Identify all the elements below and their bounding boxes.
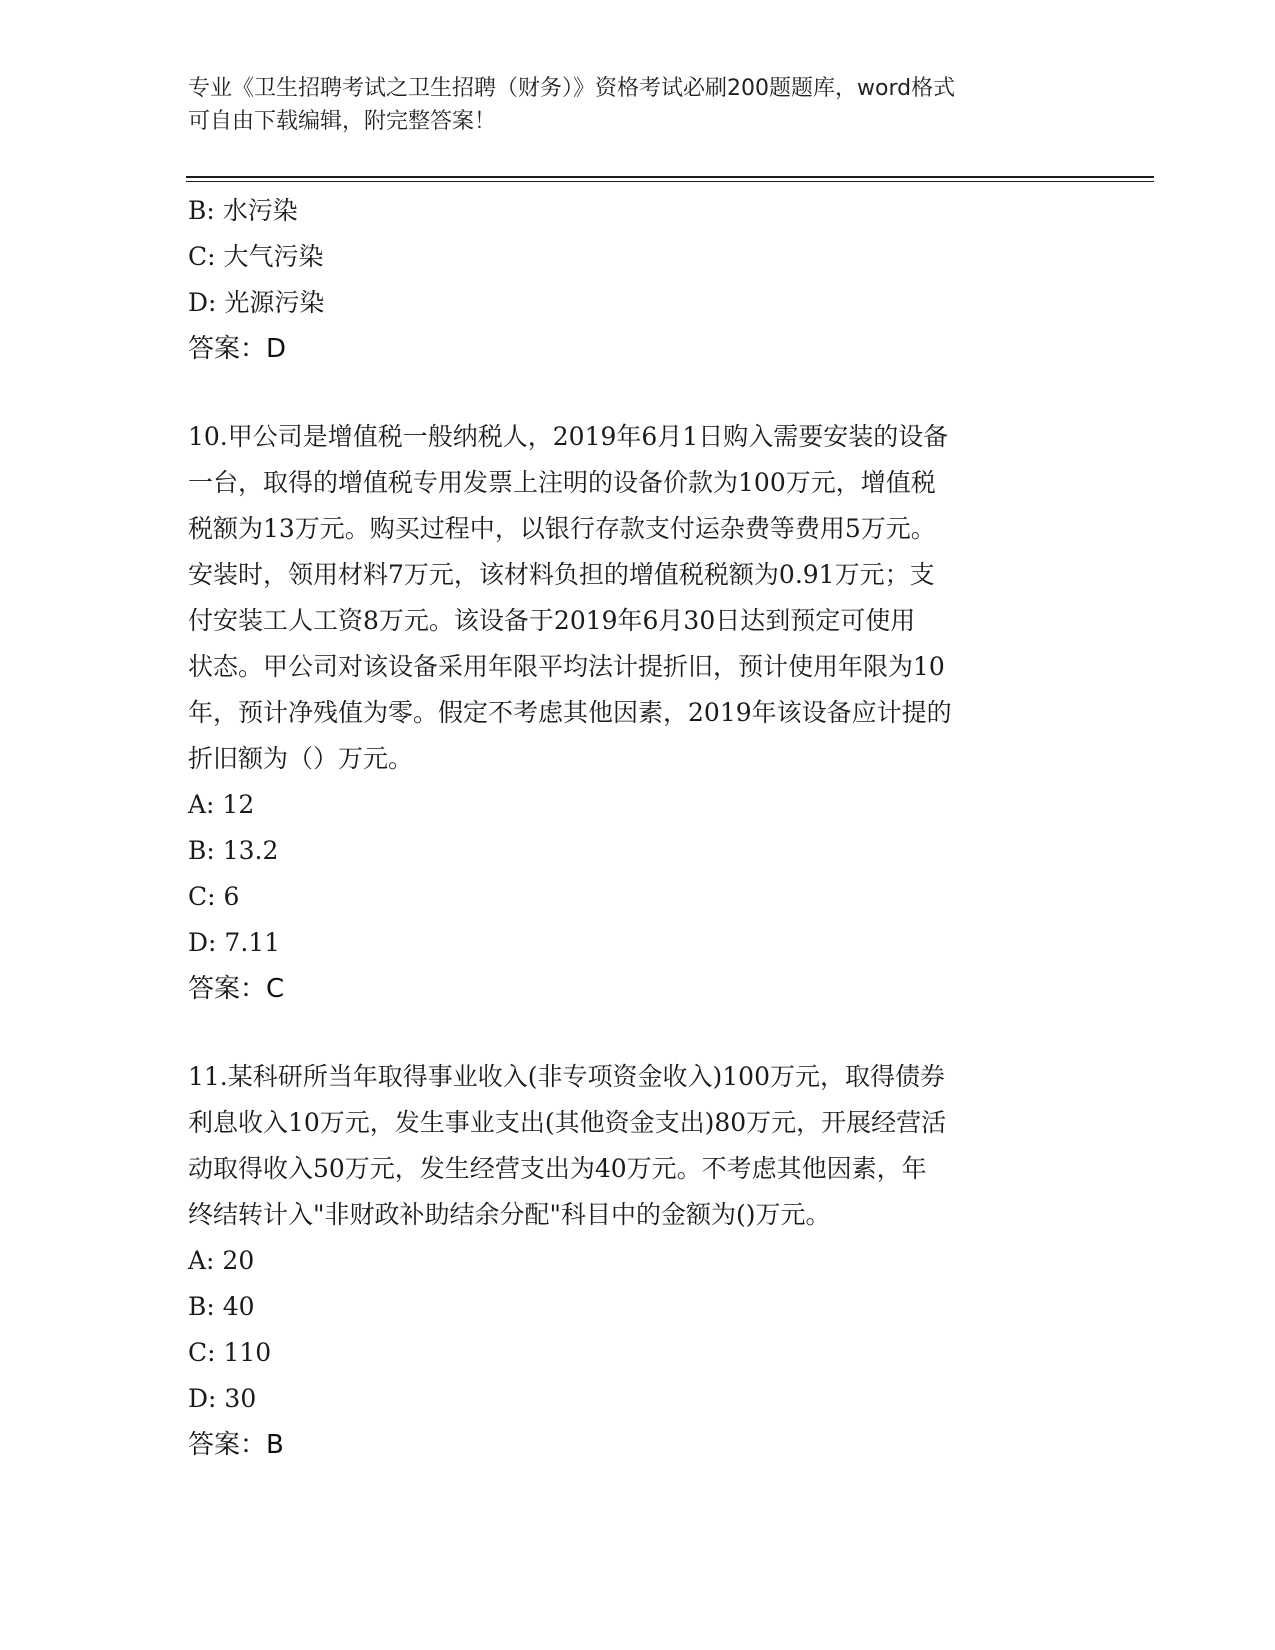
question-text-line: 折旧额为（）万元。 (188, 744, 414, 773)
option-c: C: 6 (188, 882, 240, 911)
option-a: A: 12 (188, 790, 255, 819)
option-d: D: 7.11 (188, 928, 281, 957)
answer: 答案：C (188, 974, 285, 1004)
question-text-line: 11.某科研所当年取得事业收入(非专项资金收入)100万元，取得债券 (188, 1062, 945, 1091)
option-a: A: 20 (188, 1246, 255, 1275)
question-text-line: 安装时，领用材料7万元，该材料负担的增值税税额为0.91万元；支 (188, 560, 935, 589)
answer: 答案：B (188, 1430, 284, 1460)
option-c: C: 110 (188, 1338, 272, 1367)
question-text-line: 动取得收入50万元，发生经营支出为40万元。不考虑其他因素，年 (188, 1154, 927, 1183)
question-text-line: 年，预计净残值为零。假定不考虑其他因素，2019年该设备应计提的 (188, 698, 952, 727)
question-text-line: 终结转计入"非财政补助结余分配"科目中的金额为()万元。 (188, 1200, 831, 1229)
question-10 (188, 414, 1088, 1012)
question-text-line: 10.甲公司是增值税一般纳税人，2019年6月1日购入需要安装的设备 (188, 422, 949, 451)
spacer (188, 372, 1088, 414)
spacer (188, 1012, 1088, 1054)
option-d: D: 光源污染 (188, 288, 325, 317)
question-text-line: 利息收入10万元，发生事业支出(其他资金支出)80万元，开展经营活 (188, 1108, 947, 1137)
header-line-2: 可自由下载编辑，附完整答案！ (188, 109, 497, 134)
header-divider-thin (186, 181, 1154, 182)
option-b: B: 40 (188, 1292, 255, 1321)
option-b: B: 13.2 (188, 836, 279, 865)
document-header (188, 72, 1068, 138)
document-body (188, 188, 1088, 1468)
question-text-line: 税额为13万元。购买过程中，以银行存款支付运杂费等费用5万元。 (188, 514, 936, 543)
question-text-line: 付安装工人工资8万元。该设备于2019年6月30日达到预定可使用 (188, 606, 916, 635)
question-9 (188, 188, 1088, 372)
question-text-line: 一台，取得的增值税专用发票上注明的设备价款为100万元，增值税 (188, 468, 936, 497)
option-d: D: 30 (188, 1384, 257, 1413)
header-line-1: 专业《卫生招聘考试之卫生招聘（财务）》资格考试必刷200题题库，word格式 (188, 76, 956, 101)
option-b: B: 水污染 (188, 196, 298, 225)
question-11 (188, 1054, 1088, 1468)
question-text-line: 状态。甲公司对该设备采用年限平均法计提折旧，预计使用年限为10 (188, 652, 945, 681)
answer: 答案：D (188, 334, 287, 364)
header-divider-thick (186, 176, 1154, 178)
option-c: C: 大气污染 (188, 242, 324, 271)
